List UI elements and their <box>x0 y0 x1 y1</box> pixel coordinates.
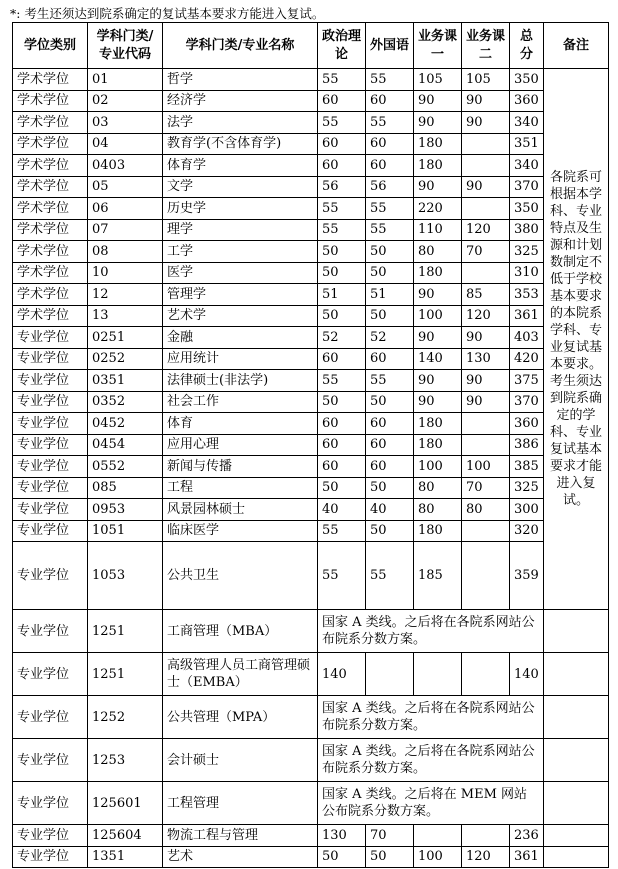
footnote: *: 考生还须达到院系确定的复试基本要求方能进入复试。 <box>10 6 325 21</box>
cell-name: 法律硕士(非法学) <box>163 370 318 392</box>
cell-code: 0403 <box>88 155 163 177</box>
header-remark: 备注 <box>544 23 609 69</box>
cell-course1: 90 <box>414 370 462 392</box>
cell-name: 体育 <box>163 413 318 435</box>
cell-code: 10 <box>88 262 163 284</box>
cell-name: 文学 <box>163 176 318 198</box>
cell-course2: 80 <box>462 499 510 521</box>
cell-course1: 80 <box>414 499 462 521</box>
cell-code: 1053 <box>88 542 163 610</box>
cell-politics: 52 <box>318 327 366 349</box>
cell-course2 <box>462 520 510 542</box>
cell-code: 0452 <box>88 413 163 435</box>
cell-name: 临床医学 <box>163 520 318 542</box>
cell-course1: 105 <box>414 69 462 91</box>
cell-foreign <box>366 653 414 696</box>
cell-type: 学术学位 <box>13 305 88 327</box>
cell-foreign: 55 <box>366 370 414 392</box>
cell-course2: 85 <box>462 284 510 306</box>
cell-code: 08 <box>88 241 163 263</box>
cell-name: 体育学 <box>163 155 318 177</box>
cell-foreign: 50 <box>366 846 414 868</box>
table-row <box>13 653 609 696</box>
cell-course2 <box>462 198 510 220</box>
cell-type: 专业学位 <box>13 696 88 739</box>
cell-name: 物流工程与管理 <box>163 825 318 847</box>
cell-politics: 50 <box>318 262 366 284</box>
cell-course2 <box>462 653 510 696</box>
cell-type: 专业学位 <box>13 653 88 696</box>
cell-politics: 60 <box>318 413 366 435</box>
cell-foreign: 60 <box>366 348 414 370</box>
cell-name: 理学 <box>163 219 318 241</box>
table-row <box>13 542 609 610</box>
cell-course1 <box>414 825 462 847</box>
cell-politics: 50 <box>318 241 366 263</box>
cell-politics: 55 <box>318 542 366 610</box>
cell-course1: 180 <box>414 155 462 177</box>
cell-code: 1253 <box>88 739 163 782</box>
cell-name: 医学 <box>163 262 318 284</box>
cell-politics: 60 <box>318 155 366 177</box>
cell-type: 学术学位 <box>13 90 88 112</box>
cell-code: 125601 <box>88 782 163 825</box>
cell-politics: 140 <box>318 653 366 696</box>
cell-remark-empty <box>544 696 609 739</box>
cell-foreign: 60 <box>366 456 414 478</box>
cell-foreign: 60 <box>366 155 414 177</box>
cell-foreign: 70 <box>366 825 414 847</box>
score-table <box>12 22 609 868</box>
table-row <box>13 520 609 542</box>
header-course2: 业务课二 <box>462 23 510 69</box>
header-row <box>13 23 609 69</box>
cell-politics: 55 <box>318 69 366 91</box>
cell-course1: 180 <box>414 413 462 435</box>
cell-course2 <box>462 262 510 284</box>
cell-code: 13 <box>88 305 163 327</box>
cell-politics: 130 <box>318 825 366 847</box>
cell-foreign: 60 <box>366 133 414 155</box>
header-total: 总分 <box>510 23 544 69</box>
cell-course1: 80 <box>414 477 462 499</box>
cell-course2: 90 <box>462 327 510 349</box>
cell-course1: 180 <box>414 133 462 155</box>
cell-politics: 55 <box>318 112 366 134</box>
cell-code: 04 <box>88 133 163 155</box>
merged-score-cell: 国家 A 类线。之后将在各院系网站公布院系分数方案。 <box>318 610 544 653</box>
cell-total: 385 <box>510 456 544 478</box>
cell-foreign: 50 <box>366 262 414 284</box>
cell-type: 专业学位 <box>13 477 88 499</box>
cell-name: 工学 <box>163 241 318 263</box>
cell-course2: 70 <box>462 241 510 263</box>
cell-type: 学术学位 <box>13 262 88 284</box>
cell-foreign: 50 <box>366 520 414 542</box>
cell-course1: 80 <box>414 241 462 263</box>
cell-type: 学术学位 <box>13 155 88 177</box>
cell-course2: 120 <box>462 305 510 327</box>
cell-name: 哲学 <box>163 69 318 91</box>
cell-total: 340 <box>510 112 544 134</box>
cell-total: 140 <box>510 653 544 696</box>
cell-course2: 120 <box>462 219 510 241</box>
table-row <box>13 262 609 284</box>
cell-code: 12 <box>88 284 163 306</box>
remark-cell: 各院系可根据本学科、专业特点及生源和计划数制定不低于学校基本要求的本院系学科、专业复试基本要求。考生须达到院系确定的学科、专业复试基本要求才能进入复试。 <box>544 69 609 610</box>
cell-type: 专业学位 <box>13 348 88 370</box>
cell-foreign: 60 <box>366 434 414 456</box>
cell-code: 01 <box>88 69 163 91</box>
cell-foreign: 55 <box>366 542 414 610</box>
cell-name: 工商管理（MBA） <box>163 610 318 653</box>
cell-code: 0454 <box>88 434 163 456</box>
cell-politics: 55 <box>318 219 366 241</box>
cell-total: 403 <box>510 327 544 349</box>
cell-code: 0252 <box>88 348 163 370</box>
cell-name: 高级管理人员工商管理硕士（EMBA） <box>163 653 318 696</box>
cell-code: 05 <box>88 176 163 198</box>
cell-type: 专业学位 <box>13 739 88 782</box>
cell-name: 新闻与传播 <box>163 456 318 478</box>
cell-name: 教育学(不含体育学) <box>163 133 318 155</box>
cell-name: 风景园林硕士 <box>163 499 318 521</box>
cell-course1 <box>414 653 462 696</box>
cell-remark-empty <box>544 825 609 847</box>
cell-foreign: 50 <box>366 477 414 499</box>
table-row <box>13 846 609 868</box>
cell-foreign: 55 <box>366 219 414 241</box>
table-row <box>13 434 609 456</box>
cell-course2: 100 <box>462 456 510 478</box>
cell-total: 325 <box>510 241 544 263</box>
cell-course1: 180 <box>414 262 462 284</box>
table-row <box>13 499 609 521</box>
cell-code: 0352 <box>88 391 163 413</box>
cell-course1: 100 <box>414 305 462 327</box>
cell-remark-empty <box>544 739 609 782</box>
cell-total: 386 <box>510 434 544 456</box>
cell-name: 法学 <box>163 112 318 134</box>
cell-course1: 185 <box>414 542 462 610</box>
cell-name: 公共管理（MPA） <box>163 696 318 739</box>
cell-course2: 90 <box>462 391 510 413</box>
cell-name: 应用统计 <box>163 348 318 370</box>
cell-type: 专业学位 <box>13 391 88 413</box>
header-foreign: 外国语 <box>366 23 414 69</box>
cell-politics: 60 <box>318 434 366 456</box>
cell-total: 420 <box>510 348 544 370</box>
cell-total: 340 <box>510 155 544 177</box>
cell-politics: 50 <box>318 391 366 413</box>
cell-total: 350 <box>510 198 544 220</box>
cell-course1: 90 <box>414 176 462 198</box>
table-row <box>13 176 609 198</box>
cell-code: 0251 <box>88 327 163 349</box>
cell-type: 学术学位 <box>13 133 88 155</box>
cell-course2: 90 <box>462 112 510 134</box>
cell-code: 1252 <box>88 696 163 739</box>
cell-course2 <box>462 413 510 435</box>
table-row <box>13 284 609 306</box>
merged-score-cell: 国家 A 类线。之后将在各院系网站公布院系分数方案。 <box>318 739 544 782</box>
table-row <box>13 133 609 155</box>
cell-foreign: 56 <box>366 176 414 198</box>
cell-politics: 60 <box>318 90 366 112</box>
cell-course2: 130 <box>462 348 510 370</box>
cell-code: 0351 <box>88 370 163 392</box>
table-row <box>13 456 609 478</box>
cell-type: 专业学位 <box>13 825 88 847</box>
cell-code: 1351 <box>88 846 163 868</box>
cell-type: 学术学位 <box>13 284 88 306</box>
cell-course2: 90 <box>462 176 510 198</box>
cell-politics: 50 <box>318 477 366 499</box>
table-row <box>13 348 609 370</box>
cell-remark-empty <box>544 653 609 696</box>
cell-code: 1251 <box>88 653 163 696</box>
table-row <box>13 610 609 653</box>
cell-politics: 55 <box>318 370 366 392</box>
cell-foreign: 60 <box>366 413 414 435</box>
cell-foreign: 50 <box>366 391 414 413</box>
cell-course1: 220 <box>414 198 462 220</box>
cell-type: 专业学位 <box>13 542 88 610</box>
cell-type: 学术学位 <box>13 69 88 91</box>
cell-code: 02 <box>88 90 163 112</box>
cell-course1: 180 <box>414 520 462 542</box>
cell-total: 325 <box>510 477 544 499</box>
cell-politics: 50 <box>318 846 366 868</box>
cell-course1: 90 <box>414 391 462 413</box>
cell-politics: 60 <box>318 456 366 478</box>
cell-total: 300 <box>510 499 544 521</box>
cell-course1: 180 <box>414 434 462 456</box>
cell-total: 361 <box>510 846 544 868</box>
cell-politics: 40 <box>318 499 366 521</box>
cell-name: 公共卫生 <box>163 542 318 610</box>
merged-score-cell: 国家 A 类线。之后将在 MEM 网站公布院系分数方案。 <box>318 782 544 825</box>
cell-course2: 90 <box>462 370 510 392</box>
table-row <box>13 825 609 847</box>
cell-type: 学术学位 <box>13 176 88 198</box>
cell-course1: 90 <box>414 90 462 112</box>
table-row <box>13 370 609 392</box>
table-row <box>13 739 609 782</box>
header-code: 学科门类/专业代码 <box>88 23 163 69</box>
cell-total: 360 <box>510 413 544 435</box>
cell-total: 370 <box>510 176 544 198</box>
cell-foreign: 50 <box>366 241 414 263</box>
cell-foreign: 55 <box>366 112 414 134</box>
cell-name: 工程管理 <box>163 782 318 825</box>
cell-name: 艺术 <box>163 846 318 868</box>
cell-total: 360 <box>510 90 544 112</box>
cell-remark-empty <box>544 610 609 653</box>
cell-course1: 90 <box>414 284 462 306</box>
cell-name: 艺术学 <box>163 305 318 327</box>
table-row <box>13 198 609 220</box>
cell-type: 学术学位 <box>13 112 88 134</box>
cell-code: 1051 <box>88 520 163 542</box>
cell-total: 320 <box>510 520 544 542</box>
cell-politics: 60 <box>318 348 366 370</box>
cell-code: 0953 <box>88 499 163 521</box>
header-politics: 政治理论 <box>318 23 366 69</box>
table-row <box>13 219 609 241</box>
cell-code: 06 <box>88 198 163 220</box>
cell-course2: 105 <box>462 69 510 91</box>
cell-name: 应用心理 <box>163 434 318 456</box>
cell-course1: 90 <box>414 112 462 134</box>
cell-course2: 90 <box>462 90 510 112</box>
cell-total: 361 <box>510 305 544 327</box>
cell-type: 学术学位 <box>13 241 88 263</box>
cell-foreign: 55 <box>366 198 414 220</box>
cell-type: 专业学位 <box>13 520 88 542</box>
cell-name: 管理学 <box>163 284 318 306</box>
cell-course1: 100 <box>414 846 462 868</box>
cell-name: 工程 <box>163 477 318 499</box>
table-row <box>13 90 609 112</box>
cell-code: 03 <box>88 112 163 134</box>
table-row <box>13 782 609 825</box>
cell-name: 历史学 <box>163 198 318 220</box>
cell-code: 0552 <box>88 456 163 478</box>
table-row <box>13 391 609 413</box>
cell-foreign: 52 <box>366 327 414 349</box>
table-row <box>13 413 609 435</box>
cell-code: 125604 <box>88 825 163 847</box>
table-row <box>13 305 609 327</box>
cell-type: 专业学位 <box>13 499 88 521</box>
cell-total: 310 <box>510 262 544 284</box>
cell-course2: 70 <box>462 477 510 499</box>
cell-type: 专业学位 <box>13 434 88 456</box>
cell-remark-empty <box>544 846 609 868</box>
cell-type: 专业学位 <box>13 782 88 825</box>
cell-total: 236 <box>510 825 544 847</box>
cell-code: 07 <box>88 219 163 241</box>
cell-total: 370 <box>510 391 544 413</box>
cell-foreign: 50 <box>366 305 414 327</box>
table-row <box>13 112 609 134</box>
cell-code: 085 <box>88 477 163 499</box>
cell-course2 <box>462 155 510 177</box>
cell-course1: 100 <box>414 456 462 478</box>
cell-foreign: 55 <box>366 69 414 91</box>
table-row <box>13 155 609 177</box>
table-row <box>13 696 609 739</box>
cell-type: 专业学位 <box>13 610 88 653</box>
cell-course1: 90 <box>414 327 462 349</box>
header-course1: 业务课一 <box>414 23 462 69</box>
table-row <box>13 241 609 263</box>
cell-course2 <box>462 825 510 847</box>
cell-name: 金融 <box>163 327 318 349</box>
cell-type: 专业学位 <box>13 846 88 868</box>
cell-total: 350 <box>510 69 544 91</box>
cell-name: 社会工作 <box>163 391 318 413</box>
cell-foreign: 40 <box>366 499 414 521</box>
cell-course1: 110 <box>414 219 462 241</box>
cell-total: 351 <box>510 133 544 155</box>
cell-course2 <box>462 434 510 456</box>
cell-total: 375 <box>510 370 544 392</box>
cell-type: 学术学位 <box>13 198 88 220</box>
cell-politics: 56 <box>318 176 366 198</box>
cell-politics: 55 <box>318 198 366 220</box>
cell-total: 353 <box>510 284 544 306</box>
cell-name: 经济学 <box>163 90 318 112</box>
cell-type: 专业学位 <box>13 413 88 435</box>
cell-code: 1251 <box>88 610 163 653</box>
header-type: 学位类别 <box>13 23 88 69</box>
table-row <box>13 69 609 91</box>
cell-remark-empty <box>544 782 609 825</box>
cell-politics: 55 <box>318 520 366 542</box>
cell-politics: 51 <box>318 284 366 306</box>
table-row <box>13 477 609 499</box>
merged-score-cell: 国家 A 类线。之后将在各院系网站公布院系分数方案。 <box>318 696 544 739</box>
cell-foreign: 60 <box>366 90 414 112</box>
cell-course2 <box>462 133 510 155</box>
cell-foreign: 51 <box>366 284 414 306</box>
cell-type: 专业学位 <box>13 370 88 392</box>
cell-politics: 50 <box>318 305 366 327</box>
cell-course1: 140 <box>414 348 462 370</box>
cell-course2: 120 <box>462 846 510 868</box>
cell-name: 会计硕士 <box>163 739 318 782</box>
cell-type: 专业学位 <box>13 327 88 349</box>
cell-type: 学术学位 <box>13 219 88 241</box>
table-row <box>13 327 609 349</box>
cell-politics: 60 <box>318 133 366 155</box>
cell-total: 359 <box>510 542 544 610</box>
cell-type: 专业学位 <box>13 456 88 478</box>
header-name: 学科门类/专业名称 <box>163 23 318 69</box>
cell-course2 <box>462 542 510 610</box>
cell-total: 380 <box>510 219 544 241</box>
